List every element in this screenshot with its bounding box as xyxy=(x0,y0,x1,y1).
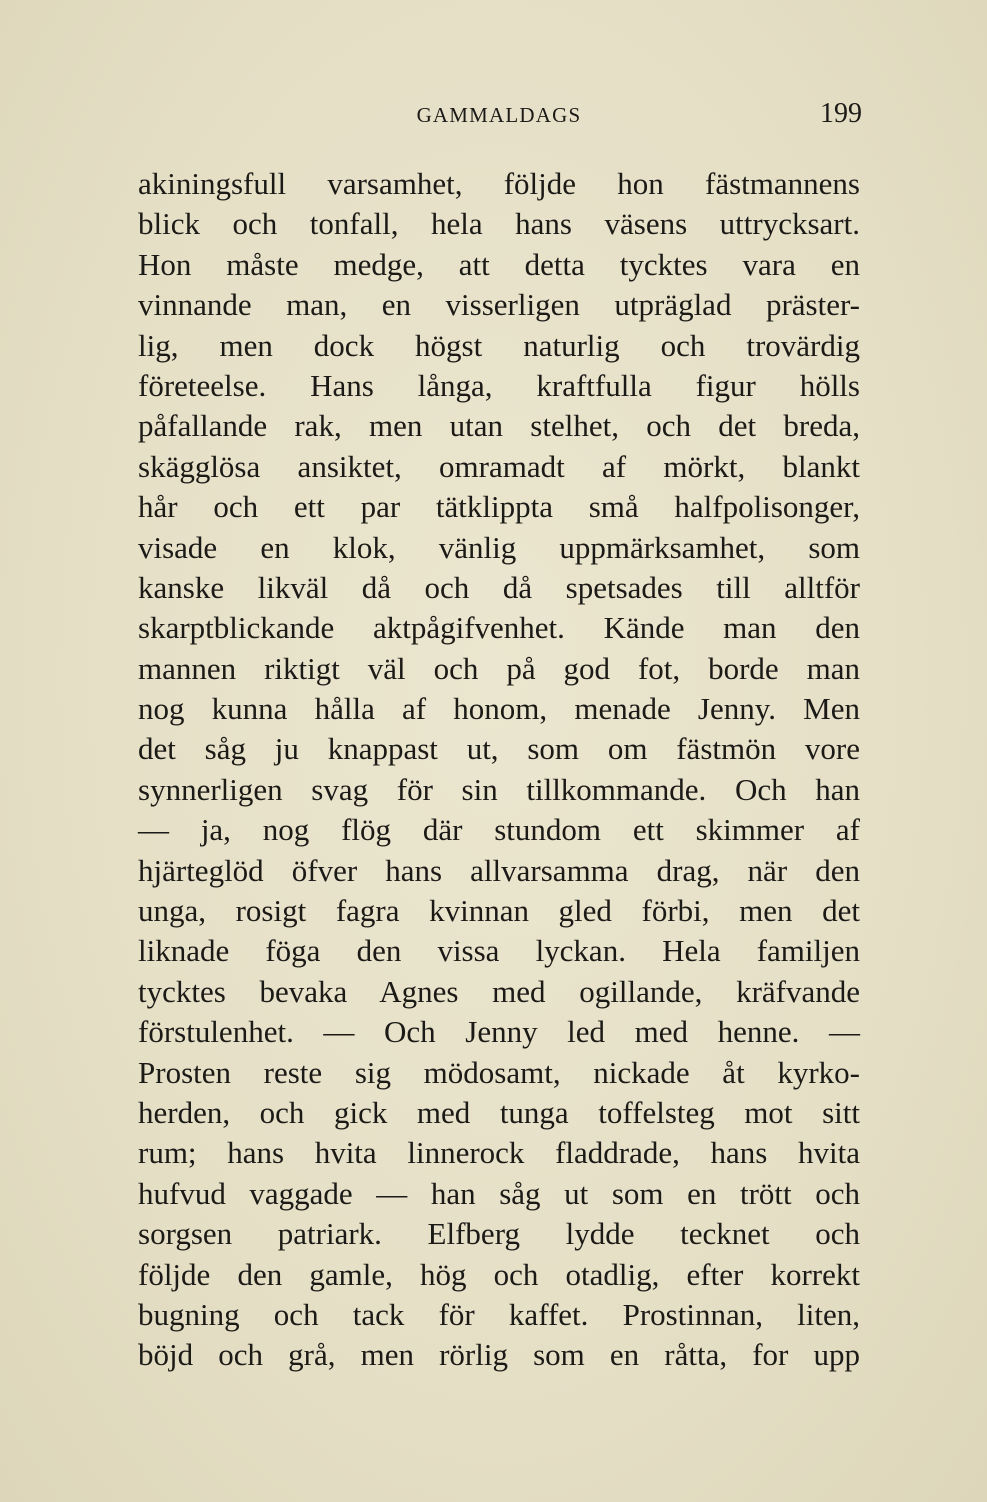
text-line: synnerligen svag för sin tillkommande. Och han xyxy=(138,771,860,807)
text-line: påfallande rak, men utan stelhet, och det breda, xyxy=(138,408,860,444)
text-line: — ja, nog flög där stundom ett skimmer af xyxy=(138,812,860,848)
text-line: mannen riktigt väl och på god fot, borde man xyxy=(138,650,860,686)
page-header xyxy=(138,98,860,132)
text-line: blick och tonfall, hela hans väsens uttrycksart. xyxy=(138,206,860,242)
text-line: sorgsen patriark. Elfberg lydde tecknet och xyxy=(138,1216,860,1252)
text-line: det såg ju knappast ut, som om fästmön vore xyxy=(138,731,860,767)
text-line: akiningsfull varsamhet, följde hon fästmannens xyxy=(138,166,860,201)
page-number: 199 xyxy=(820,98,862,129)
text-line: Prosten reste sig mödosamt, nickade åt kyrko- xyxy=(138,1054,860,1090)
text-line: rum; hans hvita linnerock fladdrade, hans hvita xyxy=(138,1135,860,1171)
text-line: bugning och tack för kaffet. Prostinnan, liten, xyxy=(138,1296,860,1332)
text-line: hjärteglöd öfver hans allvarsamma drag, när den xyxy=(138,852,860,888)
text-line: visade en klok, vänlig uppmärksamhet, som xyxy=(138,529,860,565)
text-line: lig, men dock högst naturlig och trovärdig xyxy=(138,327,860,363)
text-line: vinnande man, en visserligen utpräglad präster- xyxy=(138,287,860,323)
text-line: skägglösa ansiktet, omramadt af mörkt, blankt xyxy=(138,448,860,484)
text-line: nog kunna hålla af honom, menade Jenny. Men xyxy=(138,691,860,727)
text-line: herden, och gick med tunga toffelsteg mot sitt xyxy=(138,1094,860,1130)
text-line: skarptblickande aktpågifvenhet. Kände man den xyxy=(138,610,860,646)
text-line: tycktes bevaka Agnes med ogillande, kräfvande xyxy=(138,973,860,1009)
text-line: hår och ett par tätklippta små halfpolisonger, xyxy=(138,489,860,525)
running-head: GAMMALDAGS xyxy=(416,103,582,127)
text-line: hufvud vaggade — han såg ut som en trött och xyxy=(138,1175,860,1211)
text-line: unga, rosigt fagra kvinnan gled förbi, men det xyxy=(138,893,860,929)
text-line: kanske likväl då och då spetsades till alltför xyxy=(138,569,860,605)
text-line: liknade föga den vissa lyckan. Hela familjen xyxy=(138,933,860,969)
text-line: förstulenhet. — Och Jenny led med henne. — xyxy=(138,1014,860,1050)
body-text xyxy=(138,164,860,1376)
text-line: följde den gamle, hög och otadlig, efter korrekt xyxy=(138,1256,860,1292)
text-line: böjd och grå, men rörlig som en råtta, for upp xyxy=(138,1337,860,1373)
text-line: företeelse. Hans långa, kraftfulla figur hölls xyxy=(138,367,860,403)
text-line: Hon måste medge, att detta tycktes vara en xyxy=(138,246,860,282)
